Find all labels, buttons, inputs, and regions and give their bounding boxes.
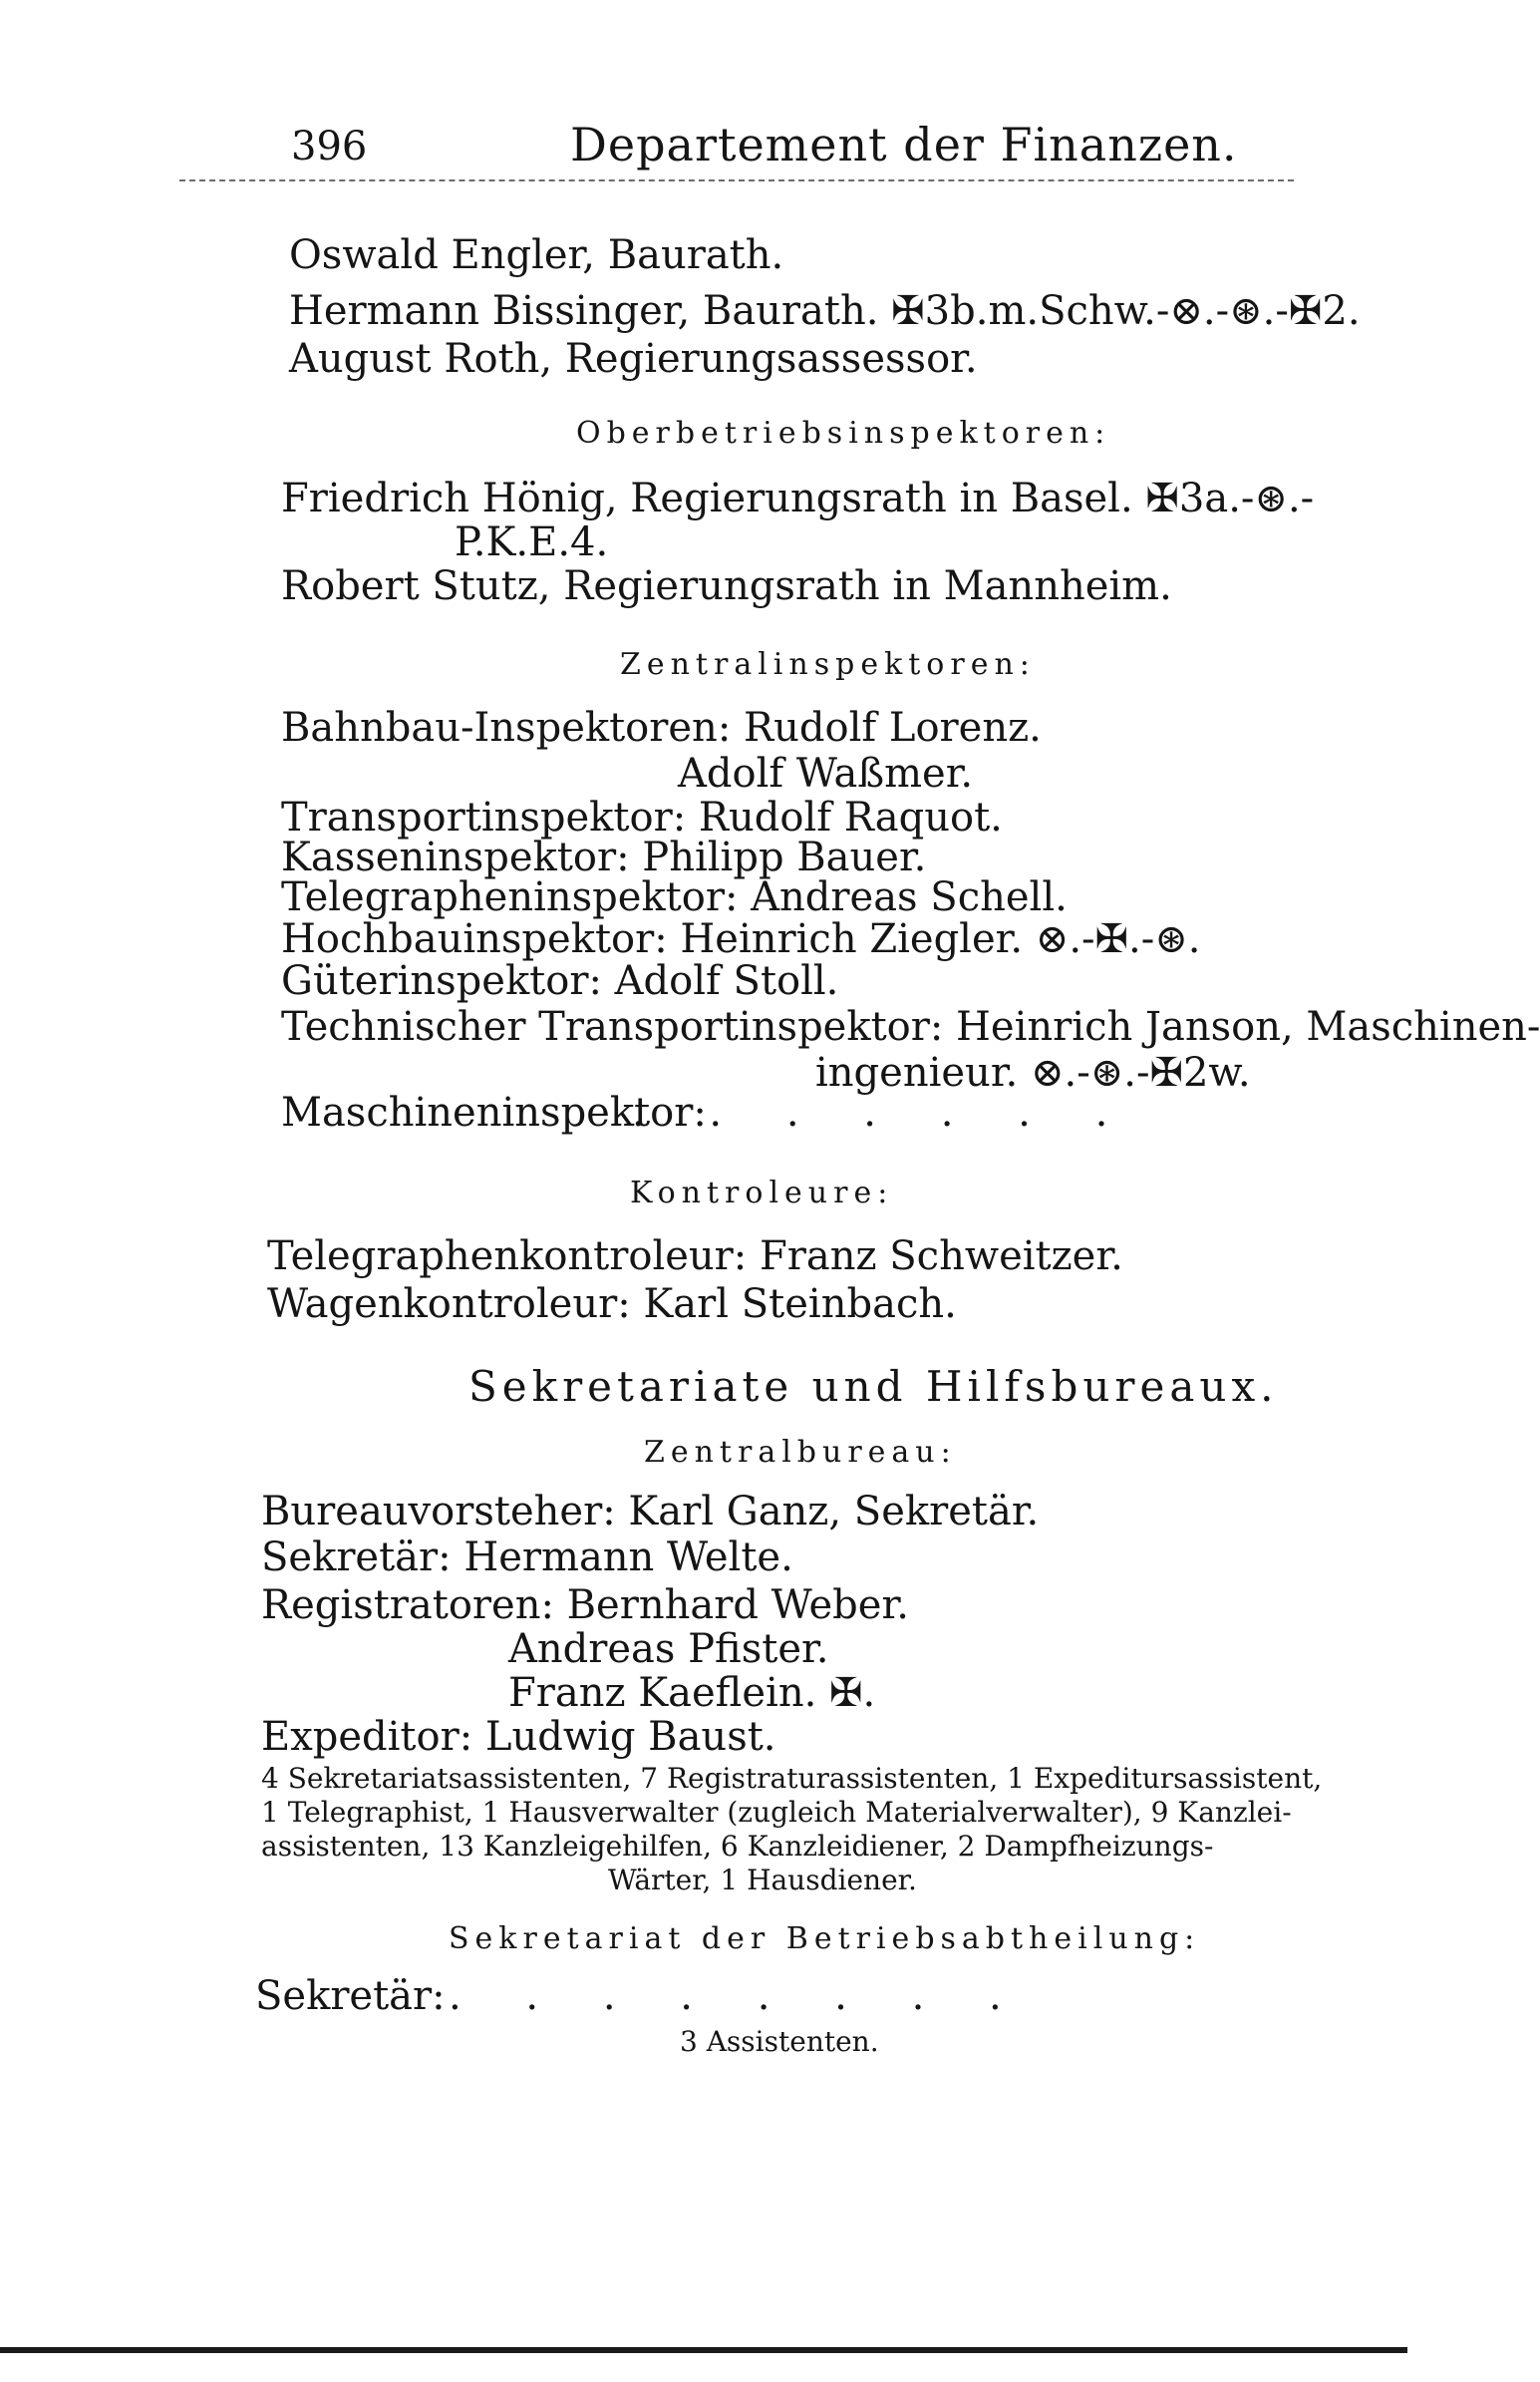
entry-line: Transportinspektor: Rudolf Raquot.	[281, 795, 1003, 841]
dot-leader: . . . . . . . .	[449, 1973, 1028, 2019]
entry-line: Adolf Waßmer.	[678, 751, 974, 797]
staff-note-line: 1 Telegraphist, 1 Hausverwalter (zugleich Materialverwalter), 9 Kanzlei-	[261, 1796, 1292, 1829]
entry-line: Registratoren: Bernhard Weber.	[261, 1582, 909, 1628]
bottom-border	[0, 2347, 1407, 2353]
staff-note-line: 3 Assistenten.	[680, 2025, 879, 2058]
entry-line: Maschineninspektor:	[281, 1090, 707, 1136]
entry-line: P.K.E.4.	[455, 519, 609, 565]
entry-line: Hochbauinspektor: Heinrich Ziegler. ⊗.-✠.-⊛.	[281, 916, 1201, 962]
section-heading: Sekretariat der Betriebsabtheilung:	[449, 1921, 1201, 1956]
entry-line: Andreas Pfister.	[508, 1626, 829, 1672]
entry-line: Technischer Transportinspektor: Heinrich Janson, Maschinen-	[281, 1004, 1540, 1050]
staff-note-line: assistenten, 13 Kanzleigehilfen, 6 Kanzleidiener, 2 Dampfheizungs-	[261, 1830, 1214, 1863]
staff-note-line: 4 Sekretariatsassistenten, 7 Registraturassistenten, 1 Expeditursassistent,	[261, 1762, 1323, 1795]
entry-line: August Roth, Regierungsassessor.	[289, 336, 978, 382]
entry-line: Telegrapheninspektor: Andreas Schell.	[281, 874, 1068, 920]
entry-line: Güterinspektor: Adolf Stoll.	[281, 958, 839, 1004]
page-header	[291, 118, 1318, 177]
entry-line: Kasseninspektor: Philipp Bauer.	[281, 835, 927, 880]
dot-leader: . . . . . . .	[632, 1090, 1134, 1136]
entry-line: Robert Stutz, Regierungsrath in Mannheim.	[281, 563, 1172, 609]
entry-line: ingenieur. ⊗.-⊛.-✠2w.	[815, 1050, 1251, 1096]
entry-line: Wagenkontroleur: Karl Steinbach.	[267, 1281, 957, 1327]
page-number: 396	[291, 124, 368, 170]
entry-line: Oswald Engler, Baurath.	[289, 232, 784, 278]
running-title: Departement der Finanzen.	[570, 118, 1238, 171]
entry-line: Friedrich Hönig, Regierungsrath in Basel. ✠3a.-⊛.-	[281, 476, 1315, 521]
entry-line: Bureauvorsteher: Karl Ganz, Sekretär.	[261, 1489, 1040, 1534]
header-rule	[179, 179, 1294, 181]
section-heading: Oberbetriebsinspektoren:	[576, 416, 1111, 451]
entry-line: Expeditor: Ludwig Baust.	[261, 1714, 776, 1760]
entry-line: Hermann Bissinger, Baurath. ✠3b.m.Schw.-⊗.-⊛.-✠2.	[289, 288, 1361, 334]
staff-note-line: Wärter, 1 Hausdiener.	[608, 1864, 917, 1896]
entry-line: Sekretär: Hermann Welte.	[261, 1534, 793, 1580]
entry-line: Telegraphenkontroleur: Franz Schweitzer.	[267, 1233, 1123, 1279]
section-heading: Kontroleure:	[630, 1176, 894, 1210]
entry-line: Bahnbau-Inspektoren: Rudolf Lorenz.	[281, 705, 1042, 751]
section-heading: Zentralinspektoren:	[620, 647, 1036, 682]
entry-line: Sekretär:	[255, 1973, 446, 2019]
section-title: Sekretariate und Hilfsbureaux.	[468, 1362, 1279, 1411]
entry-line: Franz Kaeflein. ✠.	[508, 1670, 876, 1716]
section-heading: Zentralbureau:	[644, 1435, 957, 1470]
